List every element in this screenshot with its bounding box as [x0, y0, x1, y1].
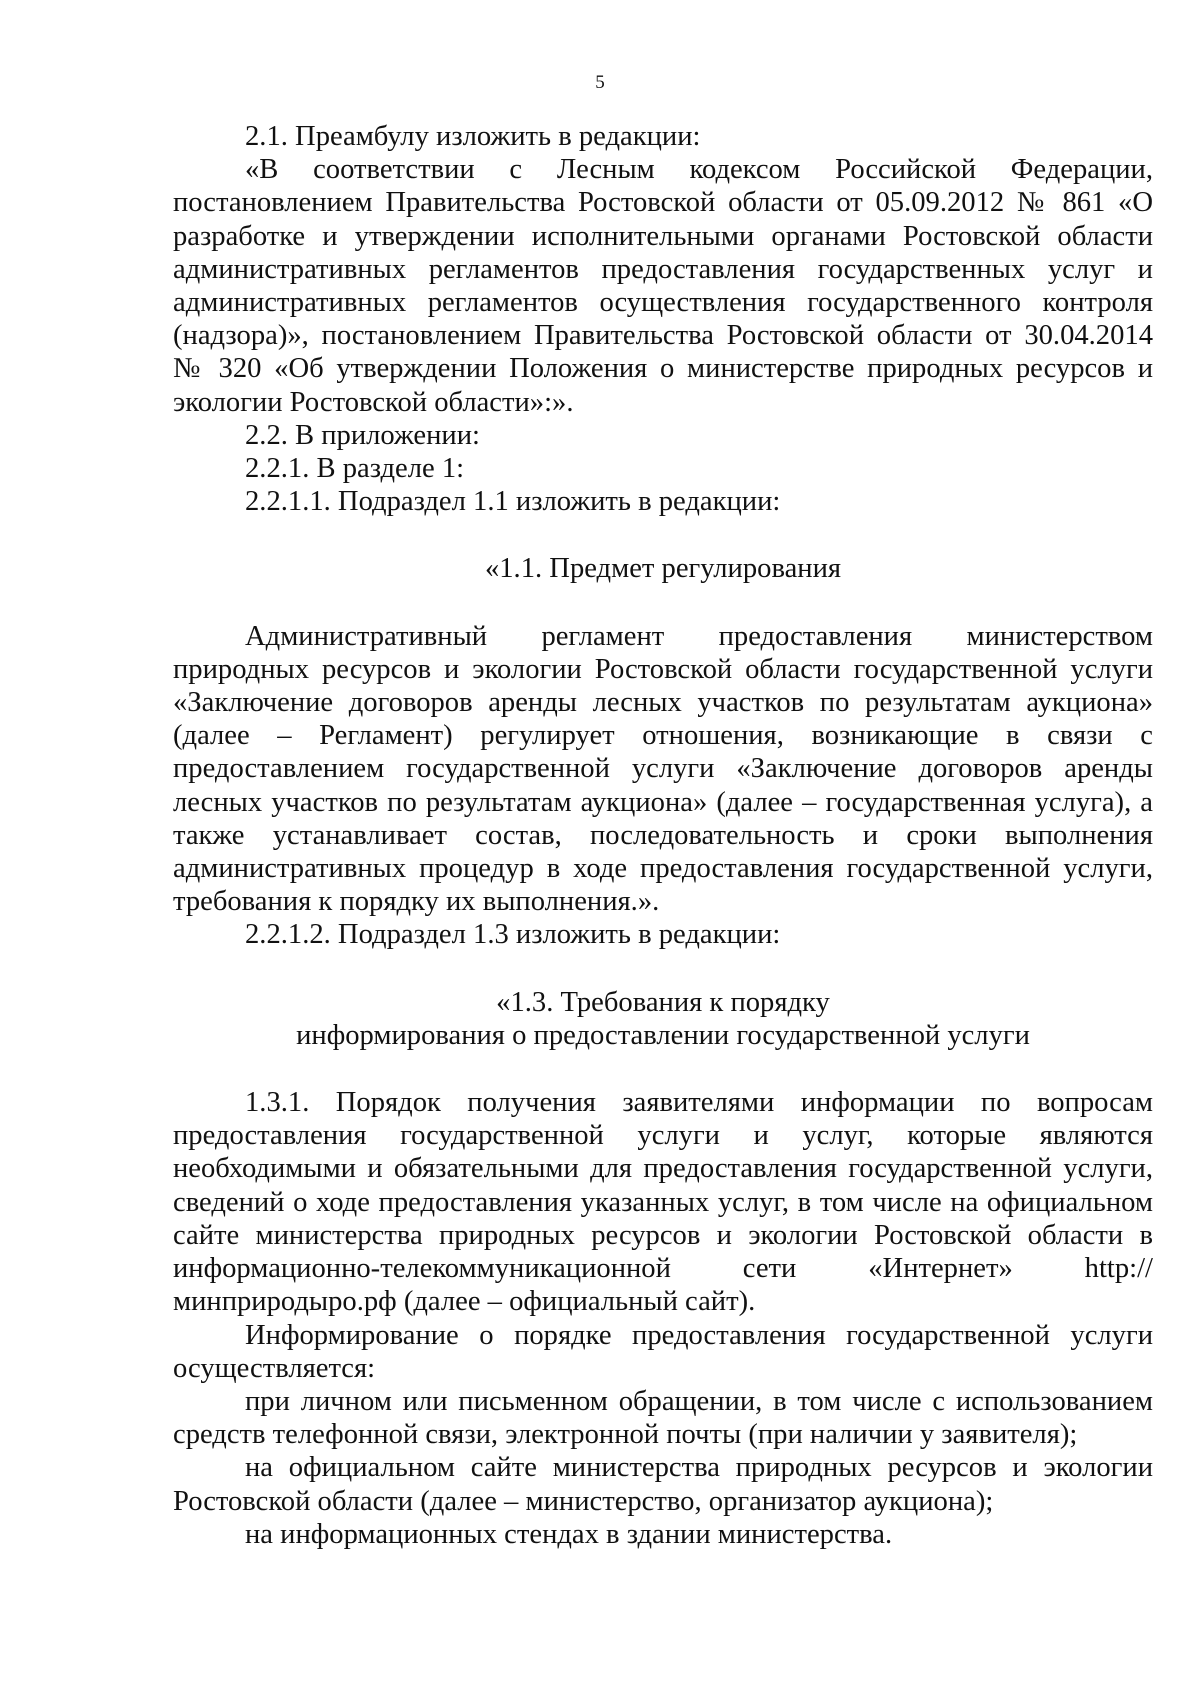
- paragraph-1-3-1: 1.3.1. Порядок получения заявителями информации по вопросам предоставления государственной услуги и услуг, которые являются необходимыми и обязательными для предоставления государственной услуги, сведений о ходе предоставления указанных услуг, в том числе на официальном сайте министерства природных ресурсов и экологии Ростовской области в информационно-телекоммуникационной сети «Интернет» http://минприродыро.рф (далее – официальный сайт).: [173, 1087, 1153, 1318]
- paragraph-preamble: «В соответствии с Лесным кодексом Российской Федерации, постановлением Правительства Ростовской области от 05.09.2012 № 861 «О разработке и утверждении исполнительными органами Ростовской области административных регламентов предоставления государственных услуг и административных регламентов осуществления государственного контроля (надзора)», постановлением Правительства Ростовской области от 30.04.2014 № 320 «Об утверждении Положения о министерстве природных ресурсов и экологии Ростовской области»:».: [173, 154, 1153, 418]
- document-body: [173, 120, 1153, 1551]
- paragraph-2-2-1-1: 2.2.1.1. Подраздел 1.1 изложить в редакции:: [245, 486, 781, 518]
- spacer: [173, 518, 1153, 552]
- paragraph-2-2-1-2: 2.2.1.2. Подраздел 1.3 изложить в редакции:: [245, 919, 781, 951]
- paragraph-regulation-subject: Административный регламент предоставления министерством природных ресурсов и экологии Ростовской области государственной услуги «Заключение договоров аренды лесных участков по результатам аукциона» (далее – Регламент) регулирует отношения, возникающие в связи с предоставлением государственной услуги «Заключение договоров аренды лесных участков по результатам аукциона» (далее – государственная услуга), а также устанавливает состав, последовательность и сроки выполнения административных процедур в ходе предоставления государственной услуги, требования к порядку их выполнения.».: [173, 620, 1153, 918]
- paragraph-official-site: на официальном сайте министерства природных ресурсов и экологии Ростовской области (далее – министерство, организатор аукциона);: [173, 1452, 1153, 1517]
- paragraph-2-1: 2.1. Преамбулу изложить в редакции:: [245, 121, 701, 152]
- section-heading-1-3-line1: «1.3. Требования к порядку: [496, 986, 830, 1018]
- section-heading-1-3-line2: информирования о предоставлении государственной услуги: [296, 1019, 1030, 1051]
- paragraph-personal-request: при личном или письменном обращении, в том числе с использованием средств телефонной связи, электронной почты (при наличии у заявителя);: [173, 1385, 1153, 1451]
- paragraph-info-stands: на информационных стендах в здании министерства.: [245, 1518, 893, 1550]
- section-heading-1-1: «1.1. Предмет регулирования: [484, 553, 842, 585]
- paragraph-informing: Информирование о порядке предоставления государственной услуги осуществляется:: [173, 1319, 1153, 1384]
- paragraph-2-2: 2.2. В приложении:: [245, 419, 480, 451]
- page-number: 5: [595, 72, 605, 93]
- paragraph-2-2-1: 2.2.1. В разделе 1:: [245, 453, 465, 485]
- spacer: [173, 586, 1153, 620]
- spacer: [173, 1052, 1153, 1086]
- spacer: [173, 952, 1153, 986]
